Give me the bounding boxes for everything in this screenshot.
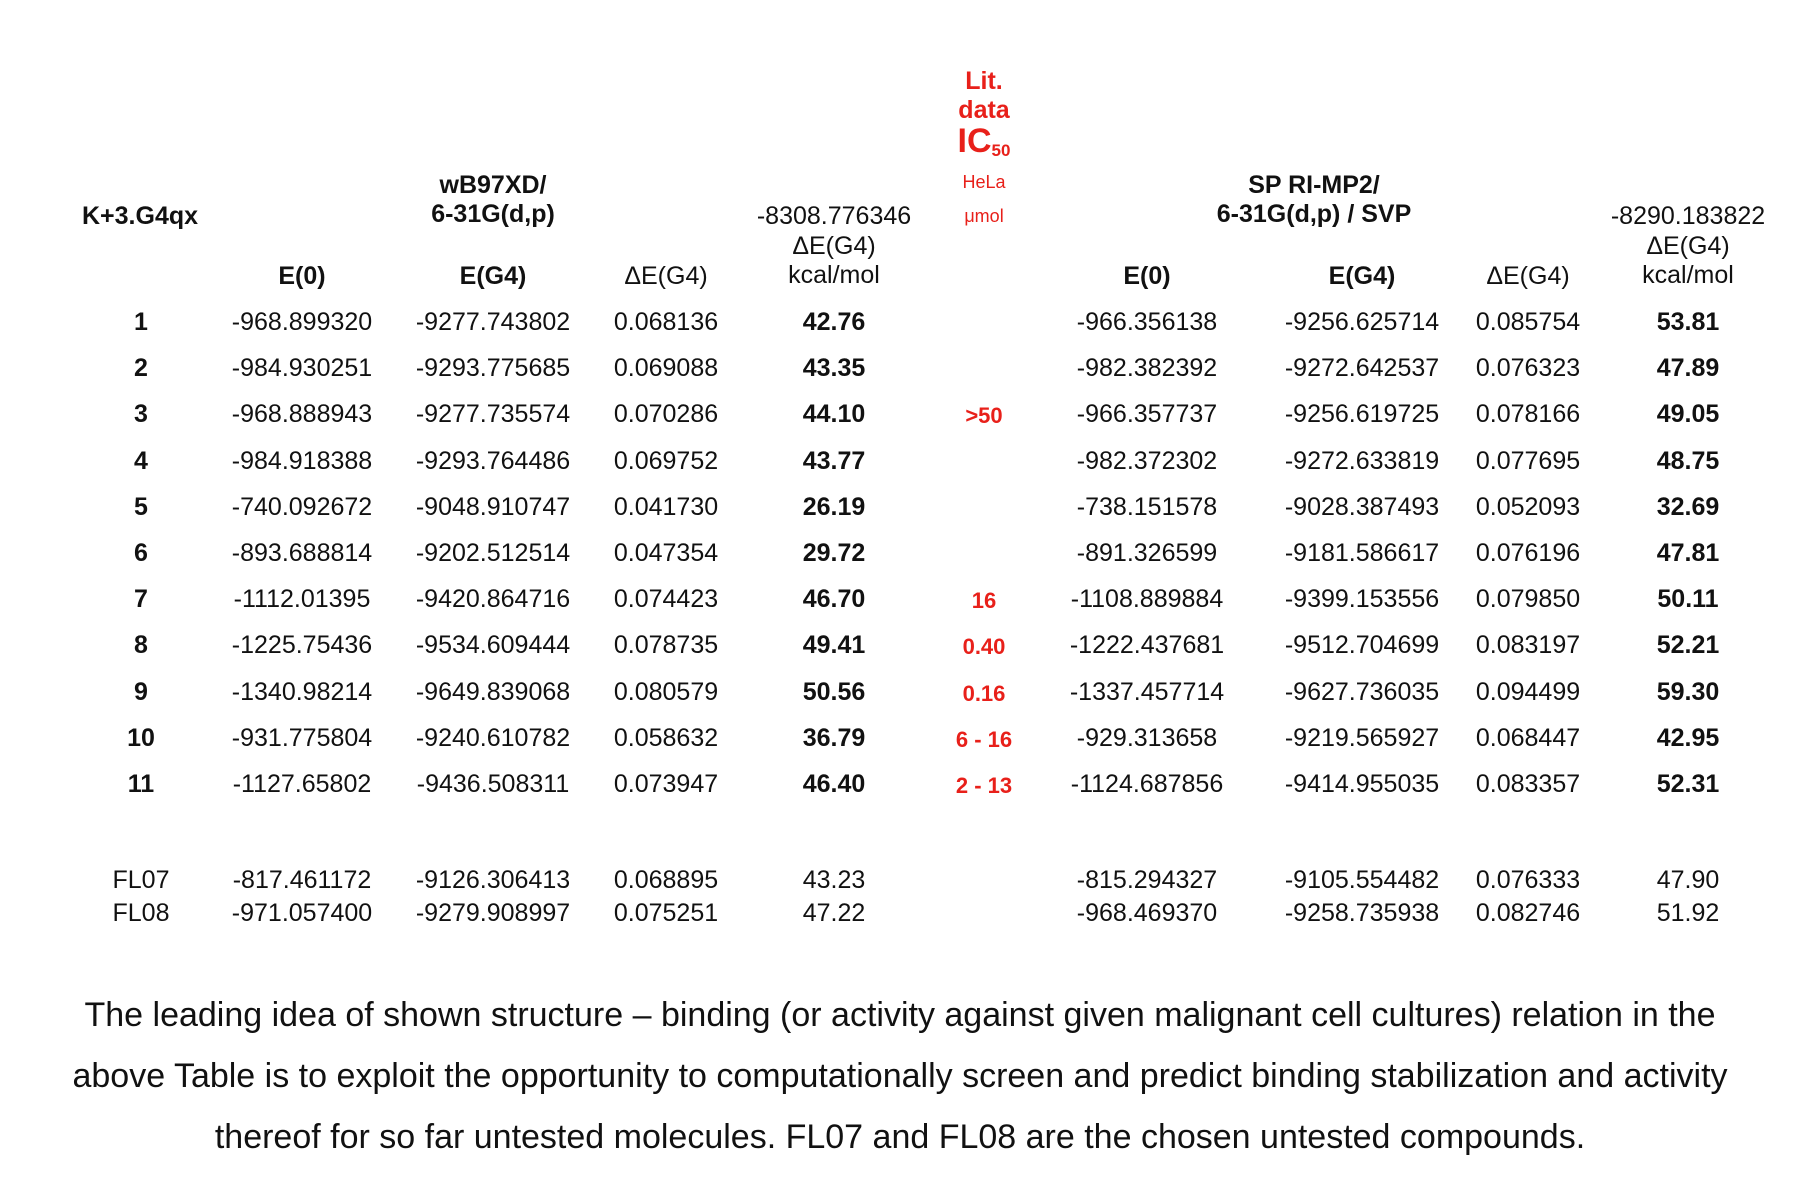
table-cell-kcalb: 32.69 [1656, 492, 1720, 521]
method1-e0-header: E(0) [278, 262, 326, 290]
table-cell-dea: 0.069088 [613, 354, 719, 383]
lit-header-line1: Lit. [965, 67, 1003, 95]
method2-de-kcal-header-line1: ΔE(G4) [1646, 232, 1730, 260]
table-cell-id: 1 [134, 308, 148, 336]
table-cell-kcalb: 50.11 [1657, 585, 1719, 614]
lit-header-line2: data [958, 96, 1010, 124]
table-cell-e0b: -1108.889884 [1070, 585, 1224, 614]
table-cell-eg4b: -9028.387493 [1284, 492, 1440, 521]
method1-title-line1: wB97XD/ [439, 171, 547, 199]
table-cell-kcalb: 47.89 [1656, 354, 1720, 383]
table-cell-deb: 0.077695 [1475, 446, 1581, 475]
table-cell-deb: 0.079850 [1475, 585, 1581, 614]
untested-cell-e0a: -971.057400 [231, 899, 373, 927]
table-cell-kcalb: 48.75 [1656, 446, 1720, 475]
table-cell-deb: 0.076323 [1475, 354, 1581, 383]
method1-deg4-header: ΔE(G4) [624, 262, 708, 290]
table-cell-eg4a: -9649.839068 [415, 677, 571, 706]
method2-title-line2: 6-31G(d,p) / SVP [1216, 200, 1412, 228]
table-cell-dea: 0.068136 [613, 308, 719, 336]
table-cell-eg4a: -9048.910747 [415, 492, 571, 521]
untested-cell-id: FL07 [112, 866, 170, 894]
untested-cell-kcala: 43.23 [802, 866, 866, 894]
untested-cell-e0a: -817.461172 [232, 866, 372, 894]
method1-de-kcal-header-line2: kcal/mol [788, 261, 880, 289]
table-cell-e0b: -1124.687856 [1070, 770, 1224, 798]
method1-reference-energy: -8308.776346 [756, 202, 912, 230]
table-cell-kcala: 29.72 [802, 539, 866, 567]
table-cell-dea: 0.080579 [613, 677, 719, 706]
table-cell-eg4b: -9399.153556 [1284, 585, 1440, 614]
table-cell-eg4b: -9272.633819 [1284, 446, 1440, 475]
table-cell-id: 5 [134, 492, 148, 521]
table-cell-eg4b: -9219.565927 [1284, 723, 1440, 752]
table-cell-e0a: -984.918388 [231, 446, 373, 475]
table-cell-kcalb: 52.31 [1656, 770, 1720, 798]
table-cell-kcala: 46.70 [802, 585, 866, 614]
untested-cell-kcalb: 51.92 [1656, 899, 1720, 927]
table-cell-ic50: >50 [965, 403, 1003, 429]
table-cell-e0b: -1337.457714 [1069, 677, 1225, 706]
table-cell-eg4b: -9512.704699 [1284, 631, 1440, 660]
table-cell-id: 8 [134, 631, 148, 660]
method2-e0-header: E(0) [1123, 262, 1171, 290]
table-cell-e0a: -984.930251 [231, 354, 373, 383]
table-cell-id: 6 [134, 539, 148, 567]
untested-cell-eg4b: -9258.735938 [1284, 899, 1440, 927]
table-cell-kcalb: 42.95 [1656, 723, 1720, 752]
table-cell-e0b: -982.382392 [1076, 354, 1218, 383]
table-cell-e0a: -968.888943 [231, 400, 373, 429]
table-cell-eg4b: -9256.619725 [1284, 400, 1440, 429]
table-cell-deb: 0.078166 [1475, 400, 1581, 429]
caption-text: The leading idea of shown structure – binding (or activity against given malignant cell cultures) relation in the above Table is to exploit the opportunity to computationally screen and predict binding stabilization and activity thereof for so far untested molecules. FL07 and FL08 are the chosen untested compounds. [72, 996, 1728, 1156]
table-cell-eg4a: -9277.735574 [415, 400, 571, 429]
table-cell-e0a: -968.899320 [231, 308, 373, 336]
table-cell-kcala: 43.77 [802, 446, 866, 475]
table-cell-e0a: -931.775804 [231, 723, 373, 752]
table-cell-eg4a: -9293.775685 [415, 354, 571, 383]
table-cell-ic50: 0.16 [962, 680, 1006, 706]
table-cell-dea: 0.078735 [613, 631, 719, 660]
untested-cell-deb: 0.082746 [1475, 899, 1581, 927]
table-cell-eg4a: -9202.512514 [415, 539, 571, 567]
table-cell-eg4b: -9256.625714 [1284, 308, 1440, 336]
table-cell-eg4a: -9240.610782 [415, 723, 571, 752]
table-cell-kcala: 46.40 [802, 770, 866, 798]
untested-cell-kcala: 47.22 [802, 899, 866, 927]
table-cell-kcalb: 52.21 [1656, 631, 1720, 660]
table-cell-e0a: -1127.65802 [232, 770, 372, 798]
table-cell-kcala: 44.10 [802, 400, 866, 429]
method2-de-kcal-header-line2: kcal/mol [1642, 261, 1734, 289]
table-cell-deb: 0.085754 [1475, 308, 1581, 336]
lit-unit: μmol [964, 206, 1004, 226]
table-cell-ic50: 6 - 16 [955, 726, 1013, 752]
untested-cell-kcalb: 47.90 [1656, 866, 1720, 894]
table-cell-kcala: 36.79 [802, 723, 866, 752]
table-cell-id: 2 [134, 354, 148, 383]
untested-cell-deb: 0.076333 [1475, 866, 1581, 894]
table-cell-kcalb: 47.81 [1656, 539, 1720, 567]
table-cell-kcala: 49.41 [802, 631, 866, 660]
table-cell-kcalb: 53.81 [1656, 308, 1720, 336]
table-cell-deb: 0.083357 [1475, 770, 1581, 798]
table-cell-e0b: -891.326599 [1076, 539, 1218, 567]
table-cell-id: 11 [127, 770, 155, 798]
table-cell-ic50: 0.40 [962, 634, 1006, 660]
table-cell-eg4a: -9534.609444 [415, 631, 571, 660]
table-cell-ic50: 2 - 13 [955, 773, 1013, 798]
method2-reference-energy: -8290.183822 [1610, 202, 1766, 230]
table-cell-id: 7 [134, 585, 148, 614]
untested-cell-eg4b: -9105.554482 [1284, 866, 1440, 894]
table-cell-id: 9 [134, 677, 148, 706]
table-cell-deb: 0.068447 [1475, 723, 1581, 752]
table-cell-e0a: -740.092672 [231, 492, 373, 521]
table-cell-e0a: -893.688814 [231, 539, 373, 567]
method1-eg4-header: E(G4) [459, 262, 527, 290]
table-cell-dea: 0.070286 [613, 400, 719, 429]
table-cell-eg4b: -9414.955035 [1284, 770, 1440, 798]
lit-cell-line: HeLa [962, 172, 1006, 192]
untested-cell-e0b: -968.469370 [1076, 899, 1218, 927]
table-cell-id: 4 [134, 446, 148, 475]
table-cell-dea: 0.041730 [613, 492, 719, 521]
table-cell-kcala: 26.19 [802, 492, 866, 521]
table-cell-dea: 0.073947 [613, 770, 719, 798]
table-cell-e0a: -1340.98214 [231, 677, 373, 706]
table-cell-kcalb: 59.30 [1656, 677, 1720, 706]
table-cell-eg4a: -9293.764486 [415, 446, 571, 475]
ic50-header: $IC_{50}$ [957, 122, 1011, 160]
table-cell-eg4a: -9277.743802 [415, 308, 571, 336]
method2-title-line1: SP RI-MP2/ [1248, 171, 1380, 199]
method1-de-kcal-header-line1: ΔE(G4) [792, 232, 876, 260]
untested-cell-id: FL08 [112, 899, 170, 927]
table-cell-dea: 0.047354 [613, 539, 719, 567]
table-cell-e0b: -966.357737 [1076, 400, 1218, 429]
table-cell-eg4b: -9181.586617 [1284, 539, 1440, 567]
table-cell-deb: 0.083197 [1475, 631, 1581, 660]
table-cell-ic50: 16 [971, 588, 997, 614]
table-cell-eg4a: -9436.508311 [416, 770, 570, 798]
table-cell-e0b: -982.372302 [1076, 446, 1218, 475]
table-cell-id: 10 [127, 723, 155, 752]
method2-eg4-header: E(G4) [1328, 262, 1396, 290]
table-cell-dea: 0.058632 [613, 723, 719, 752]
table-cell-deb: 0.052093 [1475, 492, 1581, 521]
table-cell-kcala: 43.35 [802, 354, 866, 383]
table-cell-dea: 0.069752 [613, 446, 719, 475]
table-cell-dea: 0.074423 [613, 585, 719, 614]
table-cell-deb: 0.094499 [1475, 677, 1581, 706]
table-cell-e0b: -966.356138 [1076, 308, 1218, 336]
untested-cell-eg4a: -9126.306413 [415, 866, 571, 894]
table-cell-eg4b: -9272.642537 [1284, 354, 1440, 383]
table-cell-e0b: -738.151578 [1076, 492, 1218, 521]
table-cell-e0a: -1225.75436 [231, 631, 373, 660]
table-cell-kcala: 50.56 [802, 677, 866, 706]
untested-cell-dea: 0.068895 [613, 866, 719, 894]
table-cell-kcalb: 49.05 [1656, 400, 1720, 429]
table-cell-eg4a: -9420.864716 [415, 585, 571, 614]
untested-cell-dea: 0.075251 [613, 899, 719, 927]
table-cell-e0b: -1222.437681 [1069, 631, 1225, 660]
table-cell-deb: 0.076196 [1475, 539, 1581, 567]
table-cell-e0b: -929.313658 [1076, 723, 1218, 752]
table-cell-e0a: -1112.01395 [233, 585, 371, 614]
table-cell-kcala: 42.76 [802, 308, 866, 336]
method2-deg4-header: ΔE(G4) [1486, 262, 1570, 290]
untested-cell-e0b: -815.294327 [1076, 866, 1218, 894]
table-cell-eg4b: -9627.736035 [1284, 677, 1440, 706]
method1-title-line2: 6-31G(d,p) [431, 200, 555, 228]
table-cell-id: 3 [134, 400, 148, 429]
row-label-header: K+3.G4qx [82, 202, 199, 230]
untested-cell-eg4a: -9279.908997 [415, 899, 571, 927]
